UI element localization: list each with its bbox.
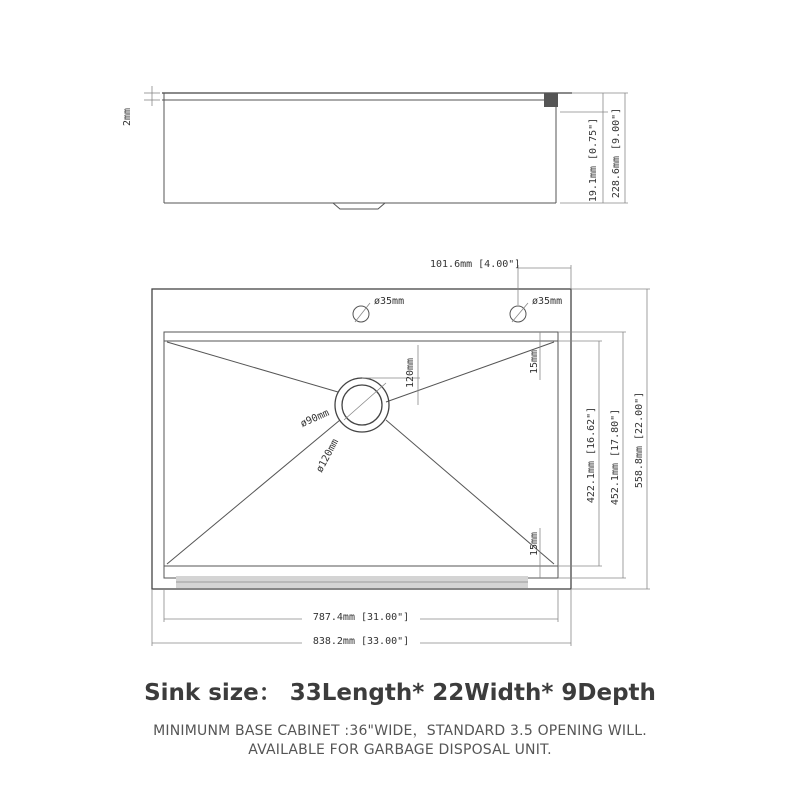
- drain-offset-label: 120mm: [405, 357, 416, 389]
- overall-length-label: 838.2mm [33.00"]: [312, 636, 410, 647]
- bowl-outline: [164, 332, 558, 578]
- sink-size-headline: Sink size： 33Length* 22Width* 9Depth: [144, 680, 656, 706]
- drain-groove: [167, 420, 340, 564]
- faucet-offset-label: 101.6mm [4.00"]: [430, 259, 521, 270]
- disposal-note: AVAILABLE FOR GARBAGE DISPOSAL UNIT.: [248, 742, 552, 758]
- hole-right-label: ø35mm: [532, 296, 563, 307]
- outer-rim: [152, 289, 571, 589]
- total-depth-label: 228.6mm [9.00"]: [611, 107, 622, 199]
- hole-left-label: ø35mm: [374, 296, 405, 307]
- drain-groove: [167, 342, 338, 392]
- cabinet-note: MINIMUNM BASE CABINET :36"WIDE，STANDARD 3.5 OPENING WILL.: [153, 723, 647, 739]
- side-corner-block: [544, 93, 558, 107]
- overall-width-label: 558.8mm [22.00"]: [634, 391, 645, 489]
- corner-radius-bottom-label: 15mm: [529, 531, 540, 557]
- flange-depth-label: 19.1mm [0.75"]: [588, 117, 599, 203]
- drain-inner-label: ø90mm: [298, 407, 331, 430]
- drain-inner: [342, 385, 382, 425]
- side-view: [122, 86, 628, 209]
- bowl-length-label: 787.4mm [31.00"]: [312, 612, 410, 623]
- side-drain-outlet: [333, 203, 385, 209]
- drain-outer-label: ø120mm: [314, 437, 342, 475]
- corner-radius-top-label: 15mm: [529, 349, 540, 375]
- rim-thickness-label: 2mm: [122, 107, 133, 127]
- bowl-width-label: 452.1mm [17.80"]: [610, 408, 621, 506]
- drain-outer: [335, 378, 389, 432]
- top-view: [152, 259, 650, 648]
- inner-width-label: 422.1mm [16.62"]: [586, 406, 597, 504]
